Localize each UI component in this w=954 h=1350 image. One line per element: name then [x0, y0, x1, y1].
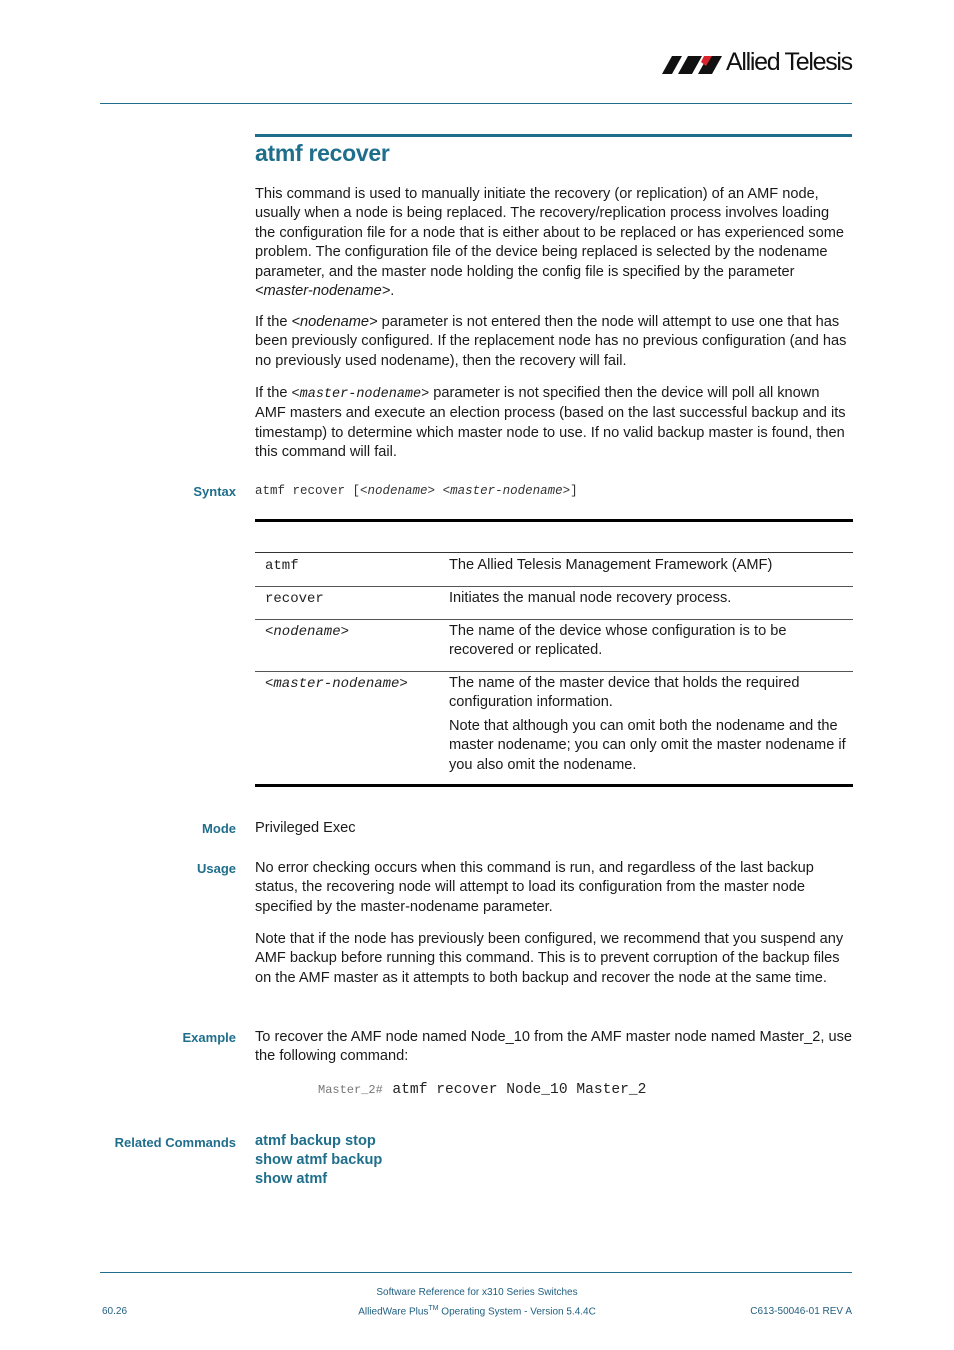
syntax-command: atmf recover [<nodename> <master-nodename>] — [255, 484, 578, 498]
mode-value: Privileged Exec — [255, 820, 356, 836]
usage-paragraph-2: Note that if the node has previously been configured, we recommend that you suspend any AMF backup before running this command. This is to prevent corruption of the backup files on the AMF master as it attempts to both backup and recover the node at the same time. — [255, 931, 844, 986]
footer-title: Software Reference for x310 Series Switches — [376, 1287, 578, 1298]
mode-label: Mode — [202, 821, 236, 836]
page-number: 60.26 — [102, 1306, 128, 1317]
table-header-rule — [255, 552, 853, 553]
example-text: To recover the AMF node named Node_10 from the AMF master node named Master_2, use the following command: — [255, 1029, 853, 1065]
table-row-divider — [255, 671, 853, 672]
usage-paragraph-1: No error checking occurs when this command is run, and regardless of the last backup status, the recovering node will attempt to load its configuration from the master node specified by the master-nodename parameter. — [255, 860, 814, 915]
table-row-desc: The name of the master device that holds the required configuration information. — [449, 675, 800, 711]
table-row-param: <nodename> — [265, 624, 350, 640]
example-label: Example — [182, 1030, 236, 1045]
table-row-param: <master-nodename> — [265, 676, 408, 692]
example-command — [318, 1080, 646, 1098]
related-link-show-atmf-backup[interactable]: show atmf backup — [255, 1152, 383, 1168]
table-row-param: atmf — [265, 558, 299, 574]
footer-version: AlliedWare Plus™ Operating System - Version 5.4.4C — [358, 1305, 596, 1318]
master-nodename-param: <master-nodename> — [291, 387, 430, 402]
page-title: atmf recover — [255, 140, 390, 166]
allied-telesis-logo — [660, 48, 855, 82]
header-rule — [100, 103, 852, 104]
document-id: C613-50046-01 REV A — [750, 1306, 852, 1317]
example-prompt: Master_2# — [318, 1083, 383, 1097]
table-bottom-rule — [255, 784, 853, 787]
logo-mark-icon — [660, 48, 726, 82]
syntax-label: Syntax — [193, 484, 236, 499]
nodename-param: <nodename> — [291, 314, 378, 330]
table-row-desc: Initiates the manual node recovery process. — [449, 590, 732, 606]
table-row-note: Note that although you can omit both the nodename and the master nodename; you can only omit the master nodename if you also omit the nodename. — [449, 718, 846, 773]
table-top-rule — [255, 519, 853, 522]
related-link-atmf-backup-stop[interactable]: atmf backup stop — [255, 1133, 376, 1149]
footer-rule — [100, 1272, 852, 1273]
table-row-desc: The name of the device whose configuration is to be recovered or replicated. — [449, 623, 787, 659]
intro-paragraph-1: This command is used to manually initiate the recovery (or replication) of an AMF node, usually when a node is being replaced. The recovery/replication process involves loading the configuration file for a node that is either about to be replaced or has experienced some problem. The configuration file of the device being replaced is selected by the nodename parameter, and the master node holding the config file is specified by the parameter <master-nodename>. — [255, 186, 844, 300]
master-nodename-param: <master-nodename> — [255, 283, 391, 300]
logo-text: Allied Telesis — [726, 48, 852, 76]
intro-paragraph-3: If the <master-nodename> parameter is not specified then the device will poll all known AMF masters and execute an election process (based on the last successful backup and its timestamp) to determine which master node to use. If no valid backup master is found, then this command will fail. — [255, 385, 846, 461]
related-commands-label: Related Commands — [114, 1135, 236, 1150]
example-command-text: atmf recover Node_10 Master_2 — [392, 1082, 647, 1098]
table-row-desc: The Allied Telesis Management Framework (AMF) — [449, 557, 773, 573]
table-row-divider — [255, 619, 853, 620]
title-rule — [255, 134, 852, 137]
usage-label: Usage — [196, 861, 236, 876]
table-row-param: recover — [265, 591, 324, 607]
related-link-show-atmf[interactable]: show atmf — [255, 1171, 328, 1187]
table-row-divider — [255, 586, 853, 587]
intro-paragraph-2: If the <nodename> parameter is not entered then the node will attempt to use one that has been previously configured. If the replacement node has no previous configuration (and has no previously used nodename), then the recovery will fail. — [255, 314, 847, 369]
